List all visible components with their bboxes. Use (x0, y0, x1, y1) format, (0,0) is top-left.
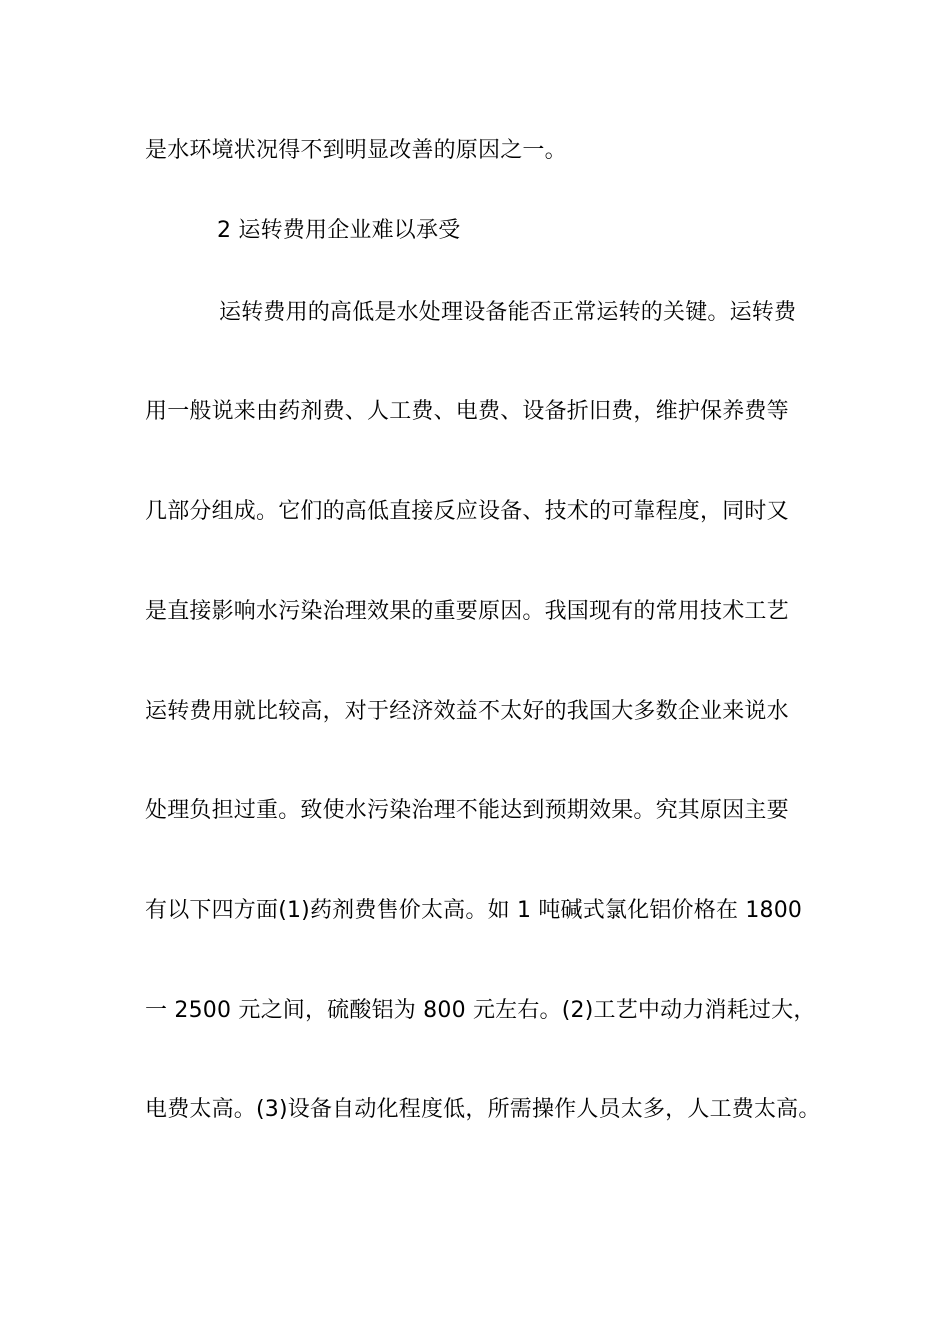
paragraph-line: 有以下四方面(1)药剂费售价太高。如 1 吨碱式氯化铝价格在 1800 (145, 898, 803, 923)
section-heading: 2 运转费用企业难以承受 (217, 218, 461, 243)
paragraph-line: 是水环境状况得不到明显改善的原因之一。 (145, 138, 567, 163)
paragraph-line: 一 2500 元之间，硫酸铝为 800 元左右。(2)工艺中动力消耗过大， (145, 998, 816, 1023)
paragraph-line: 电费太高。(3)设备自动化程度低，所需操作人员太多，人工费太高。 (145, 1097, 821, 1122)
paragraph-line: 用一般说来由药剂费、人工费、电费、设备折旧费，维护保养费等 (145, 399, 789, 424)
paragraph-line: 几部分组成。它们的高低直接反应设备、技术的可靠程度，同时又 (145, 499, 789, 524)
paragraph-line: 处理负担过重。致使水污染治理不能达到预期效果。究其原因主要 (145, 798, 789, 823)
paragraph-line: 是直接影响水污染治理效果的重要原因。我国现有的常用技术工艺 (145, 599, 789, 624)
paragraph-line: 运转费用就比较高，对于经济效益不太好的我国大多数企业来说水 (145, 699, 789, 724)
paragraph-line: 运转费用的高低是水处理设备能否正常运转的关键。运转费 (219, 300, 797, 325)
